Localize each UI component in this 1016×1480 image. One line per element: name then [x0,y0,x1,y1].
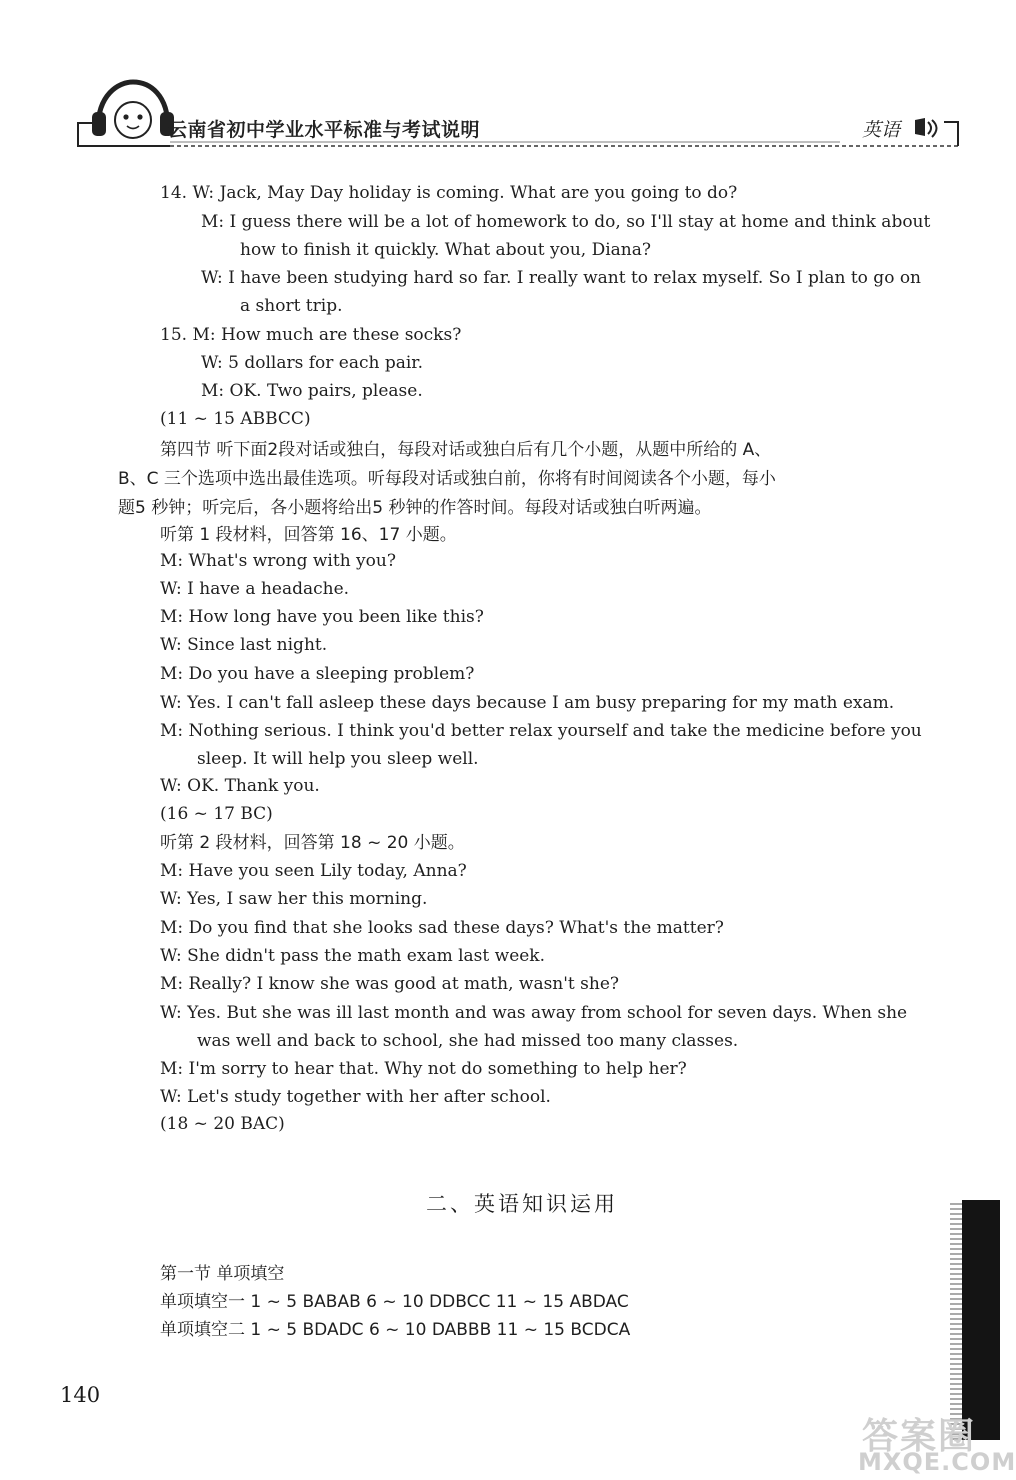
section-4-line-3: 题5 秒钟；听完后，各小题将给出5 秒钟的作答时间。每段对话或独白听两遍。 [118,498,712,518]
part-2-title: 二、英语知识运用 [426,1192,618,1216]
dialogue-14-line-4: W: I have been studying hard so far. I really want to relax myself. So I plan to go on [201,268,922,288]
watermark-url: MXQE.COM [858,1448,1016,1476]
header-ornament-icon [915,118,958,146]
dialogue-14-line-3: how to finish it quickly. What about you, Diana? [240,240,651,260]
section-4-line-1: 第四节 听下面2段对话或独白，每段对话或独白后有几个小题，从题中所给的 A、 [160,440,772,460]
material-2-line-3: M: Do you find that she looks sad these days? What's the matter? [160,918,724,938]
header-banner-graphic [0,0,1000,160]
material-2-line-4: W: She didn't pass the math exam last week. [160,946,546,966]
dialogue-15-line-3: M: OK. Two pairs, please. [201,381,423,401]
multiple-choice-answers-row-1: 单项填空一 1 ~ 5 BABAB 6 ~ 10 DDBCC 11 ~ 15 ABDAC [160,1292,629,1312]
material-1-line-8: sleep. It will help you sleep well. [197,749,479,769]
material-1-line-3: M: How long have you been like this? [160,607,484,627]
dialogue-14-line-1: 14. W: Jack, May Day holiday is coming. What are you going to do? [160,183,738,203]
material-1-line-1: M: What's wrong with you? [160,551,396,571]
material-1-line-7: M: Nothing serious. I think you'd better relax yourself and take the medicine before you [160,721,922,741]
page-edge-tab [962,1200,1000,1440]
material-2-line-8: M: I'm sorry to hear that. Why not do something to help her? [160,1059,687,1079]
material-2-line-2: W: Yes, I saw her this morning. [160,889,428,909]
material-2-line-7: was well and back to school, she had missed too many classes. [197,1031,739,1051]
material-1-line-9: W: OK. Thank you. [160,776,320,796]
material-1-line-6: W: Yes. I can't fall asleep these days because I am busy preparing for my math exam. [160,693,895,713]
answers-11-15: (11 ~ 15 ABBCC) [160,409,311,429]
material-1-line-2: W: I have a headache. [160,579,350,599]
multiple-choice-answers-row-2: 单项填空二 1 ~ 5 BDADC 6 ~ 10 DABBB 11 ~ 15 BCDCA [160,1320,631,1340]
dialogue-14-line-5: a short trip. [240,296,343,316]
dialogue-15-line-1: 15. M: How much are these socks? [160,325,462,345]
dialogue-14-line-2: M: I guess there will be a lot of homework to do, so I'll stay at home and think about [201,212,931,232]
page-header [0,0,1000,160]
page-number: 140 [60,1383,101,1407]
answers-16-17: (16 ~ 17 BC) [160,804,273,824]
part-2-section-1: 第一节 单项填空 [160,1264,285,1284]
material-1-intro: 听第 1 段材料，回答第 16、17 小题。 [160,525,457,545]
watermark-logo-text: 答案圈 [862,1416,977,1457]
mascot-icon [92,82,174,138]
section-4-line-2: B、C 三个选项中选出最佳选项。听每段对话或独白前，你将有时间阅读各个小题，每小 [118,469,776,489]
material-2-line-1: M: Have you seen Lily today, Anna? [160,861,467,881]
material-2-line-9: W: Let's study together with her after school. [160,1087,551,1107]
answers-18-20: (18 ~ 20 BAC) [160,1114,285,1134]
material-1-line-4: W: Since last night. [160,635,328,655]
header-book-title: 云南省初中学业水平标准与考试说明 [168,119,481,141]
dialogue-15-line-2: W: 5 dollars for each pair. [201,353,423,373]
material-2-line-6: W: Yes. But she was ill last month and was away from school for seven days. When she [160,1003,908,1023]
header-subject-label: 英语 [862,119,901,141]
material-2-intro: 听第 2 段材料，回答第 18 ~ 20 小题。 [160,833,465,853]
material-2-line-5: M: Really? I know she was good at math, wasn't she? [160,974,620,994]
material-1-line-5: M: Do you have a sleeping problem? [160,664,475,684]
